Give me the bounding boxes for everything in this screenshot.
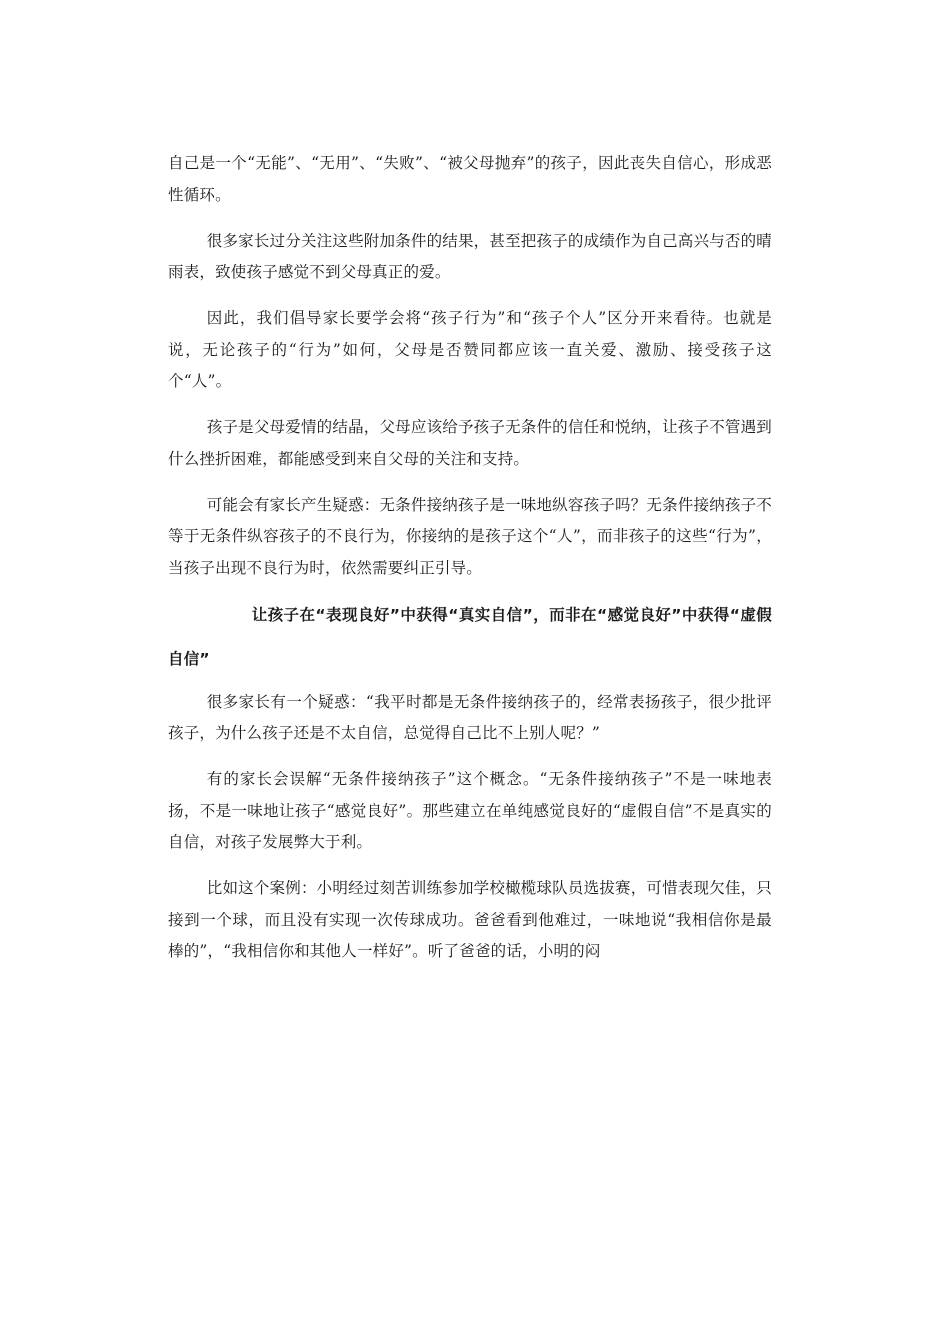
paragraph: 很多家长有一个疑惑：“我平时都是无条件接纳孩子的，经常表扬孩子，很少批评孩子，为什么孩子还是不太自信，总觉得自己比不上别人呢？” [168, 692, 772, 742]
paragraph: 因此，我们倡导家长要学会将“孩子行为”和“孩子个人”区分开来看待。也就是说，无论孩子的“行为”如何，父母是否赞同都应该一直关爱、激励、接受孩子这个“人”。 [168, 309, 772, 390]
paragraph: 很多家长过分关注这些附加条件的结果，甚至把孩子的成绩作为自己高兴与否的晴雨表，致使孩子感觉不到父母真正的爱。 [168, 231, 772, 281]
paragraph: 比如这个案例：小明经过刻苦训练参加学校橄榄球队员选拔赛，可惜表现欠佳，只接到一个球，而且没有实现一次传球成功。爸爸看到他难过，一味地说“我相信你是最棒的”，“我相信你和其他人一样好”。听了爸爸的话，小明的闷 [168, 879, 772, 960]
section-heading: 让孩子在“表现良好”中获得“真实自信”，而非在“感觉良好”中获得“虚假自信” [168, 605, 772, 668]
paragraph: 可能会有家长产生疑惑：无条件接纳孩子是一味地纵容孩子吗？无条件接纳孩子不等于无条件纵容孩子的不良行为，你接纳的是孩子这个“人”，而非孩子的这些“行为”，当孩子出现不良行为时，依然需要纠正引导。 [168, 495, 772, 577]
document-body [168, 148, 772, 982]
paragraph-continuation: 自己是一个“无能”、“无用”、“失败”、“被父母抛弃”的孩子，因此丧失自信心，形成恶性循环。 [168, 154, 772, 204]
paragraph: 有的家长会误解“无条件接纳孩子”这个概念。“无条件接纳孩子”不是一味地表扬，不是一味地让孩子“感觉良好”。那些建立在单纯感觉良好的“虚假自信”不是真实的自信，对孩子发展弊大于利。 [168, 770, 772, 851]
paragraph: 孩子是父母爱情的结晶，父母应该给予孩子无条件的信任和悦纳，让孩子不管遇到什么挫折困难，都能感受到来自父母的关注和支持。 [168, 418, 772, 468]
